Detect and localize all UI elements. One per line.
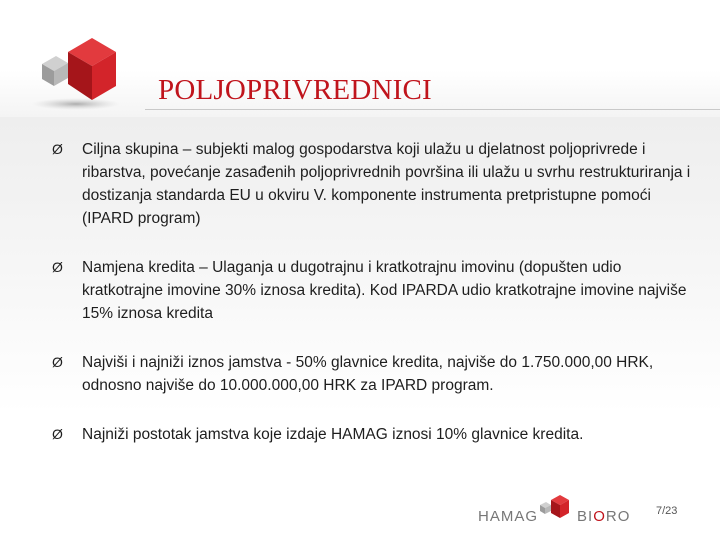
bullet-text: Ciljna skupina – subjekti malog gospodarstva koji ulažu u djelatnost poljoprivrede i ribarstva, povećanje zasađenih poljoprivrednih površina ili ulažu u svrhu restrukturiranja i dostizanja standarda EU u okviru V. komponente instrumenta pretpristupne pomoći (IPARD program) xyxy=(82,141,691,227)
arrow-bullet-icon: Ø xyxy=(52,354,63,370)
bullet-text: Najniži postotak jamstva koje izdaje HAMAG iznosi 10% glavnice kredita. xyxy=(82,426,584,443)
bullet-item xyxy=(52,256,692,325)
page-number: 7/23 xyxy=(656,505,678,517)
arrow-bullet-icon: Ø xyxy=(52,141,63,157)
arrow-bullet-icon: Ø xyxy=(52,259,63,275)
bullet-item xyxy=(52,423,692,446)
bullet-item xyxy=(52,351,692,397)
red-gray-cubes-icon xyxy=(28,26,138,114)
bullet-list xyxy=(52,138,692,446)
footer-logo-biro: BIORO xyxy=(577,508,631,525)
hamag-cubes-icon xyxy=(538,493,578,527)
bullet-text: Namjena kredita – Ulaganja u dugotrajnu i kratkotrajnu imovinu (dopušten udio kratkotrajne imovine 30% iznosa kredita). Kod IPARDA udio kratkotrajne imovine najviše 15% iznosa kredita xyxy=(82,259,687,322)
bullet-item xyxy=(52,138,692,230)
title-divider xyxy=(145,109,720,110)
bullet-text: Najviši i najniži iznos jamstva - 50% glavnice kredita, najviše do 1.750.000,00 HRK, odnosno najviše do 10.000.000,00 HRK za IPARD program. xyxy=(82,354,654,394)
slide-title: POLJOPRIVREDNICI xyxy=(158,74,432,106)
arrow-bullet-icon: Ø xyxy=(52,426,63,442)
footer-logo xyxy=(478,493,638,529)
footer-logo-hamag: HAMAG xyxy=(478,508,539,525)
